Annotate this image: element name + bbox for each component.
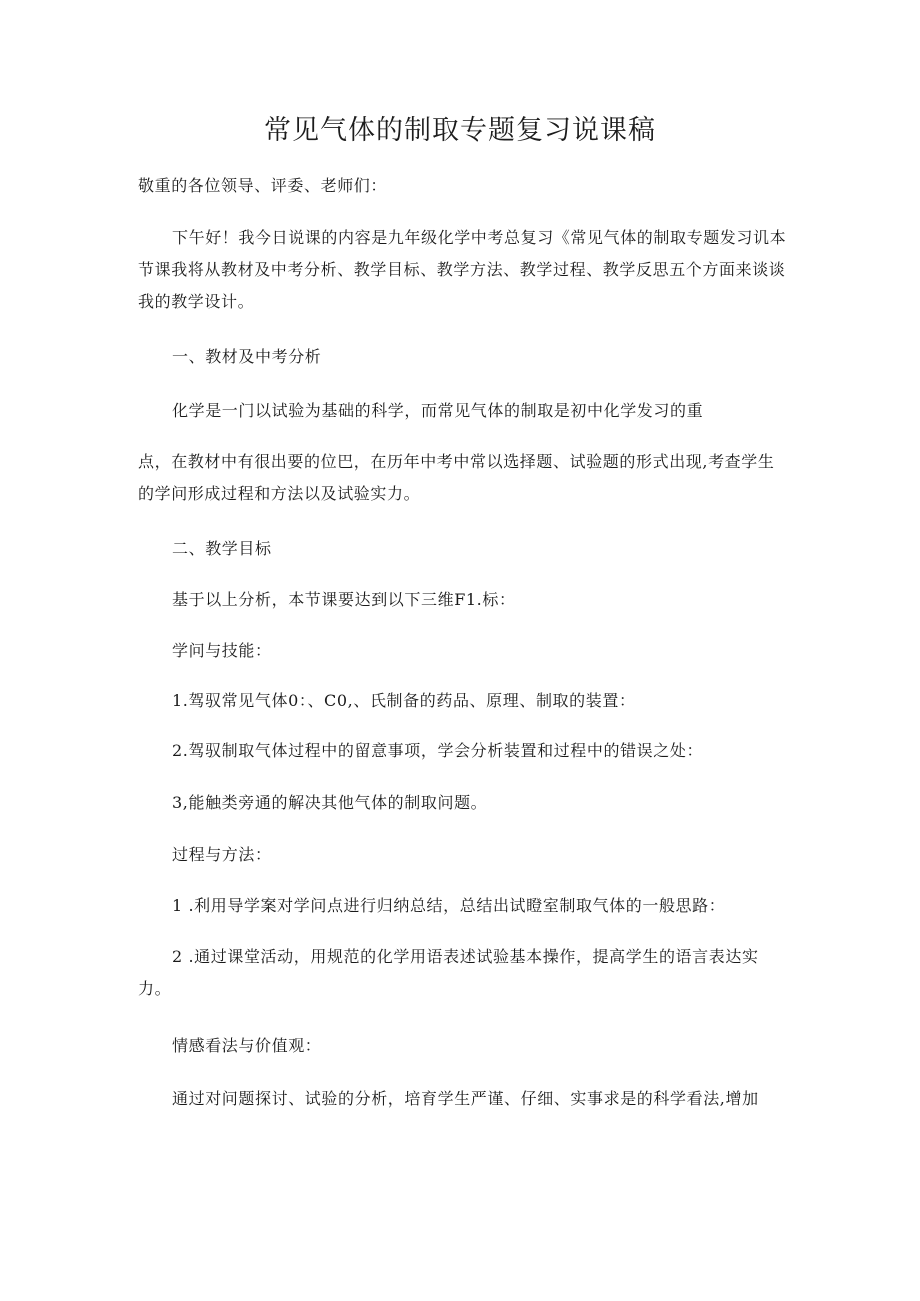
knowledge-item-1: 1.驾驭常见气体0：、C0,、氏制备的药品、原理、制取的装置： (172, 691, 636, 710)
section1-paragraph-line1: 化学是一门以试验为基础的科学，而常见气体的制取是初中化学发习的重 (172, 401, 704, 420)
knowledge-item-2: 2.驾驭制取气体过程中的留意事项，学会分析装置和过程中的错误之处： (172, 741, 704, 760)
document-title: 常见气体的制取专题复习说课稿 (264, 115, 656, 146)
knowledge-item-3: 3,能触类旁通的解决其他气体的制取问题。 (172, 793, 488, 812)
process-heading: 过程与方法： (172, 845, 272, 864)
knowledge-heading: 学问与技能： (172, 641, 272, 660)
goals-intro: 基于以上分析，本节课要达到以下三维F1.标： (172, 590, 516, 609)
salutation: 敬重的各位领导、评委、老师们： (138, 176, 388, 195)
section2-heading: 二、教学目标 (172, 539, 272, 558)
section1-paragraph-continued: 点，在教材中有很出要的位巴，在历年中考中常以选择题、试验题的形式出现,考查学生的学问形成过程和方法以及试验实力。 (138, 452, 775, 503)
intro-paragraph: 下午好！我今日说课的内容是九年级化学中考总复习《常见气体的制取专题发习讥本节课我将从教材及中考分析、教学目标、教学方法、教学过程、教学反思五个方面来谈谈我的教学设计。 (138, 228, 787, 311)
section1-heading: 一、教材及中考分析 (172, 347, 322, 366)
process-item-1: 1 .利用导学案对学问点进行归纳总结，总结出试瞪室制取气体的一般思路： (172, 896, 726, 915)
emotion-heading: 情感看法与价值观： (172, 1036, 322, 1055)
emotion-paragraph: 通过对问题探讨、试验的分析，培育学生严谨、仔细、实事求是的科学看法,增加 (172, 1089, 759, 1108)
process-item-2: 2 .通过课堂活动，用规范的化学用语表述试验基本操作，提高学生的语言表达实力。 (138, 947, 759, 998)
